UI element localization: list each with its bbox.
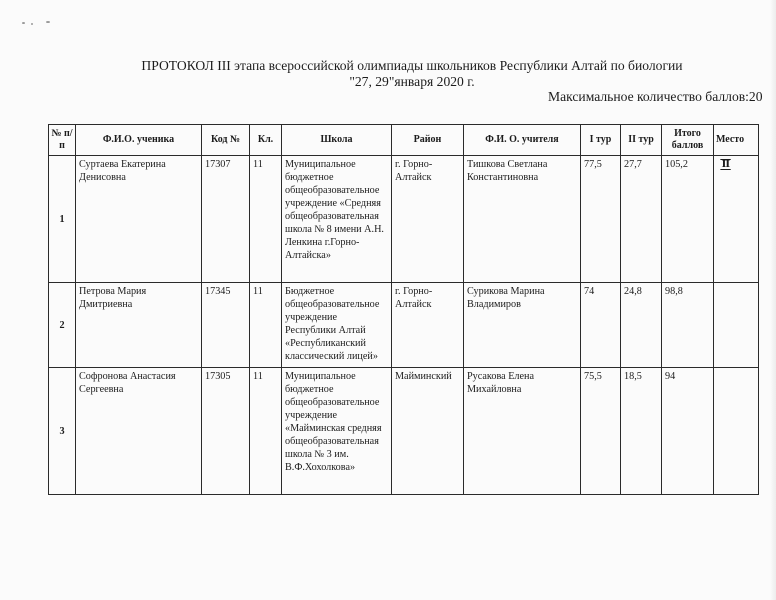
teacher-name: Сурикова Марина Владимиров — [464, 283, 581, 368]
col-header-total: Итого баллов — [662, 125, 714, 156]
col-header-district: Район — [392, 125, 464, 156]
student-grade: 11 — [250, 156, 282, 283]
tour1-score: 74 — [581, 283, 621, 368]
district-name: г. Горно-Алтайск — [392, 283, 464, 368]
tour2-score: 27,7 — [621, 156, 662, 283]
total-score: 105,2 — [662, 156, 714, 283]
student-grade: 11 — [250, 283, 282, 368]
student-name: Суртаева Екатерина Денисовна — [76, 156, 202, 283]
student-code: 17345 — [202, 283, 250, 368]
tour1-score: 77,5 — [581, 156, 621, 283]
student-name: Софронова Анастасия Сергеевна — [76, 368, 202, 495]
table-row — [49, 283, 759, 368]
col-header-tour1: I тур — [581, 125, 621, 156]
col-header-code: Код № — [202, 125, 250, 156]
table-row — [49, 156, 759, 283]
row-number: 2 — [49, 283, 76, 368]
total-score: 98,8 — [662, 283, 714, 368]
school-name: Муниципальное бюджетное общеобразовательное учреждение «Средняя общеобразовательная школа № 8 имени А.Н. Ленкина г.Горно-Алтайска» — [282, 156, 392, 283]
page-edge-shadow — [770, 0, 776, 600]
tour2-score: 18,5 — [621, 368, 662, 495]
max-score-label: Максимальное количество баллов:20 — [548, 89, 763, 104]
teacher-name: Тишкова Светлана Константиновна — [464, 156, 581, 283]
district-name: г. Горно-Алтайск — [392, 156, 464, 283]
row-number: 3 — [49, 368, 76, 495]
col-header-teacher: Ф.И. О. учителя — [464, 125, 581, 156]
student-name: Петрова Мария Дмитриевна — [76, 283, 202, 368]
col-header-school: Школа — [282, 125, 392, 156]
col-header-num: № п/п — [49, 125, 76, 156]
student-grade: 11 — [250, 368, 282, 495]
scan-specks — [22, 20, 62, 28]
teacher-name: Русакова Елена Михайловна — [464, 368, 581, 495]
row-number: 1 — [49, 156, 76, 283]
table-header-row — [49, 125, 759, 156]
col-header-grade: Кл. — [250, 125, 282, 156]
protocol-date: "27, 29"января 2020 г. — [349, 74, 475, 89]
school-name: Бюджетное общеобразовательное учреждение Республики Алтай «Республиканский классический лицей» — [282, 283, 392, 368]
col-header-place: Место — [714, 125, 759, 156]
tour2-score: 24,8 — [621, 283, 662, 368]
place-cell — [714, 283, 759, 368]
student-code: 17307 — [202, 156, 250, 283]
district-name: Майминский — [392, 368, 464, 495]
place-cell — [714, 156, 759, 283]
place-cell — [714, 368, 759, 495]
place-mark: II — [721, 158, 730, 170]
results-table — [48, 124, 759, 495]
col-header-tour2: II тур — [621, 125, 662, 156]
table-row — [49, 368, 759, 495]
tour1-score: 75,5 — [581, 368, 621, 495]
protocol-title: ПРОТОКОЛ III этапа всероссийской олимпиады школьников Республики Алтай по биологии — [141, 58, 683, 73]
total-score: 94 — [662, 368, 714, 495]
school-name: Муниципальное бюджетное общеобразовательное учреждение «Майминская средняя общеобразовательная школа № 3 им. В.Ф.Хохолкова» — [282, 368, 392, 495]
col-header-student: Ф.И.О. ученика — [76, 125, 202, 156]
student-code: 17305 — [202, 368, 250, 495]
